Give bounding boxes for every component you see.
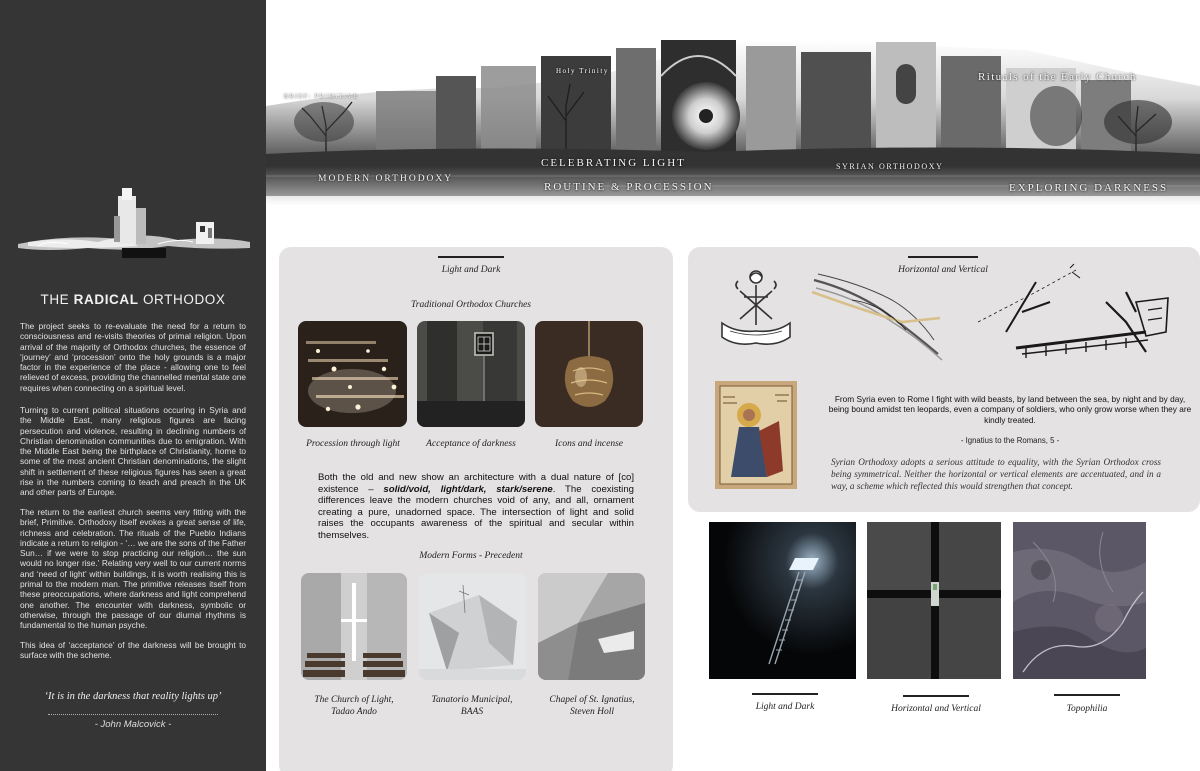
- church-collage-image: [266, 36, 1200, 226]
- church-of-light-photo: [301, 573, 407, 680]
- project-title: THE RADICAL ORTHODOX: [40, 292, 226, 307]
- caption-topophilia-photo: Topophilia: [1066, 704, 1108, 714]
- tanatorio-photo: [419, 573, 526, 680]
- light-dark-skylight-photo: [709, 522, 856, 679]
- section-title-traditional: Traditional Orthodox Churches: [411, 300, 531, 310]
- procession-photo: [298, 321, 407, 427]
- church-sketch-logo: [18, 186, 250, 272]
- caption-church-of-light: The Church of Light, Tadao Ando: [314, 695, 394, 717]
- caption-procession: Procession through light: [306, 439, 400, 449]
- intro-paragraph: Turning to current political situations occuring in Syria and the Middle East, many religious figures are facing persecution and violence, resulting in declining numbers of Christian denomination communities due to emigration. With the Middle East being the birthplace of Christianity, home to some of the most ancient Christian denominations, the slight shift in settlement of these religious figures has seen a great rise in the numbers coming to teach and preach in the UK and other parts of Europe.: [20, 405, 246, 498]
- header-label-routine-procession: ROUTINE & PROCESSION: [544, 181, 714, 193]
- quote-author: - John Malcovick -: [94, 719, 172, 730]
- caption-light-dark-photo: Light and Dark: [755, 702, 815, 712]
- syrian-orthodox-emblem: [716, 267, 796, 351]
- intro-paragraph: This idea of ‘acceptance’ of the darkness will be brought to surface with the scheme.: [20, 640, 246, 661]
- caption-icons: Icons and incense: [554, 439, 624, 449]
- caption-tanatorio: Tanatorio Municipal, BAAS: [431, 695, 513, 717]
- header-label-celebrating-light: CELEBRATING LIGHT: [541, 157, 686, 169]
- section-rule: [438, 256, 504, 258]
- section-rule: [903, 695, 969, 697]
- project-sidebar: [0, 0, 266, 771]
- ritual-plan-sketch: [976, 262, 1176, 372]
- ignatius-quote-source: - Ignatius to the Romans, 5 -: [960, 436, 1060, 445]
- topophilia-aerial-photo: [1013, 522, 1146, 679]
- light-dark-description: Both the old and new show an architecture with a dual nature of [co] existence – solid/void, light/dark, stark/serene. The coexisting differences leave the modern churches void of any, and all, ornament creating a pure, unadorned space. The intersection of light and solid raises the occupants awareness of the spiritual and secular within themselves.: [318, 472, 634, 541]
- horizontal-strokes-sketch: [812, 270, 946, 366]
- horizontal-vertical-cross-photo: [867, 522, 1001, 679]
- syrian-orthodoxy-note: Syrian Orthodoxy adopts a serious attitude to equality, with the Syrian Orthodox cross being symmetrical. Neither the horizontal or vertical elements are accentuated, and in a way, a scheme which reflected this would strengthen that concept.: [831, 457, 1161, 491]
- malcovick-quote: ‘It is in the darkness that reality lights up’: [44, 691, 222, 702]
- saint-icon-painting: [715, 381, 797, 489]
- caption-chapel-st-ignatius: Chapel of St. Ignatius, Steven Holl: [549, 695, 635, 717]
- section-rule: [908, 256, 978, 258]
- icons-incense-photo: [535, 321, 643, 427]
- ignatius-quote: From Syria even to Rome I fight with wild beasts, by land between the sea, by night and by day, being bound amidst ten leopards, even a company of soldiers, who only grow worse when they are kindly treated.: [828, 394, 1192, 425]
- intro-paragraph: The project seeks to re-evaluate the need for a return to consciousness and re-visits theories of primal religion. Upon arrival of the majority of Orthodox churches, the essence of ‘journey’ and ‘procession’ onto the holy grounds is a major factor in the experience of the place - allowing one to feel relieved of excess, providing the channelled mental state one requires when connecting on a spiritual level.: [20, 321, 246, 393]
- header-collage: [266, 36, 1200, 226]
- header-label-syrian-orthodoxy: SYRIAN ORTHODOXY: [836, 162, 944, 171]
- section-title-light-dark: Light and Dark: [441, 265, 501, 275]
- header-label-exploring-darkness: EXPLORING DARKNESS: [1009, 182, 1169, 194]
- section-title-modern-forms: Modern Forms - Precedent: [419, 551, 523, 561]
- intro-paragraph: The return to the earliest church seems very fitting with the brief, Primitive. Orthodoxy itself evokes a great sense of life, richness and celebration. The rituals of the Pueblo Indians indicate a return to religion - ‘… we are the sons of the Father Sun… if we were to stop practicing our religion… the sun would no longer rise.’ Relating very well to our current norms and ‘need of light’ within buildings, it is worth realising this is primal to the modern man. The primitive releases itself from these preoccupations, where darkness and light comprehend one another. The encounter with darkness, symbolic or otherwise, through the passage of our diurnal rhythms is fundamental to the human psyche.: [20, 507, 246, 631]
- section-title-horizontal-vertical: Horizontal and Vertical: [898, 265, 988, 275]
- header-label-modern-orthodoxy: MODERN ORTHODOXY: [318, 174, 454, 184]
- header-label-rituals: Rituals of the Early Church: [978, 71, 1137, 83]
- section-rule: [1054, 694, 1120, 696]
- header-label-holy-trinity: Holy Trinity: [556, 67, 609, 75]
- acceptance-darkness-photo: [417, 321, 525, 427]
- quote-divider: [48, 714, 218, 715]
- chapel-st-ignatius-photo: [538, 573, 645, 680]
- header-label-primitive: BRIEF: PRIMITIVE: [284, 94, 359, 100]
- caption-acceptance: Acceptance of darkness: [426, 439, 516, 449]
- section-rule: [752, 693, 818, 695]
- caption-horizontal-vertical-photo: Horizontal and Vertical: [891, 704, 981, 714]
